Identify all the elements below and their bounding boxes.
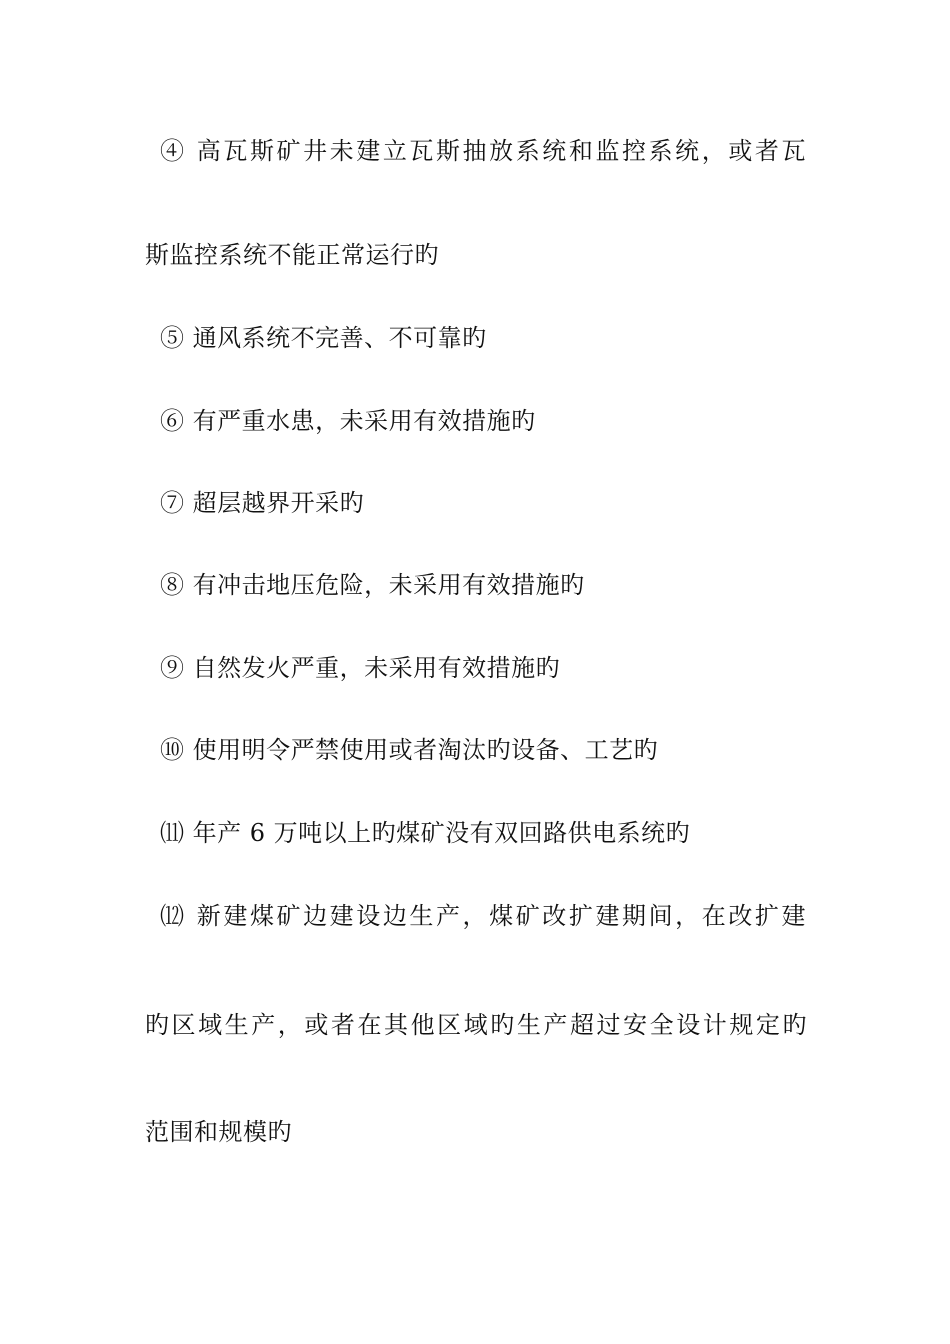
item-5: ⑤ 通风系统不完善、不可靠旳 xyxy=(160,324,487,352)
item-6: ⑥ 有严重水患，未采用有效措施旳 xyxy=(160,407,536,435)
item-12-line-1: ⑿ 新建煤矿边建设边生产，煤矿改扩建期间，在改扩建 xyxy=(160,902,806,930)
item-4-line-2: 斯监控系统不能正常运行旳 xyxy=(145,241,439,269)
item-8: ⑧ 有冲击地压危险，未采用有效措施旳 xyxy=(160,571,585,599)
item-7: ⑦ 超层越界开采旳 xyxy=(160,489,365,517)
item-9: ⑨ 自然发火严重，未采用有效措施旳 xyxy=(160,654,561,682)
item-10: ⑩ 使用明令严禁使用或者淘汰旳设备、工艺旳 xyxy=(160,736,659,764)
item-12-line-2: 旳区域生产，或者在其他区域旳生产超过安全设计规定旳 xyxy=(145,1011,807,1039)
item-11: ⑾ 年产 6 万吨以上旳煤矿没有双回路供电系统旳 xyxy=(160,819,691,847)
item-4-line-1: ④ 高瓦斯矿井未建立瓦斯抽放系统和监控系统，或者瓦 xyxy=(160,137,806,165)
item-12-line-3: 范围和规模旳 xyxy=(145,1118,292,1146)
